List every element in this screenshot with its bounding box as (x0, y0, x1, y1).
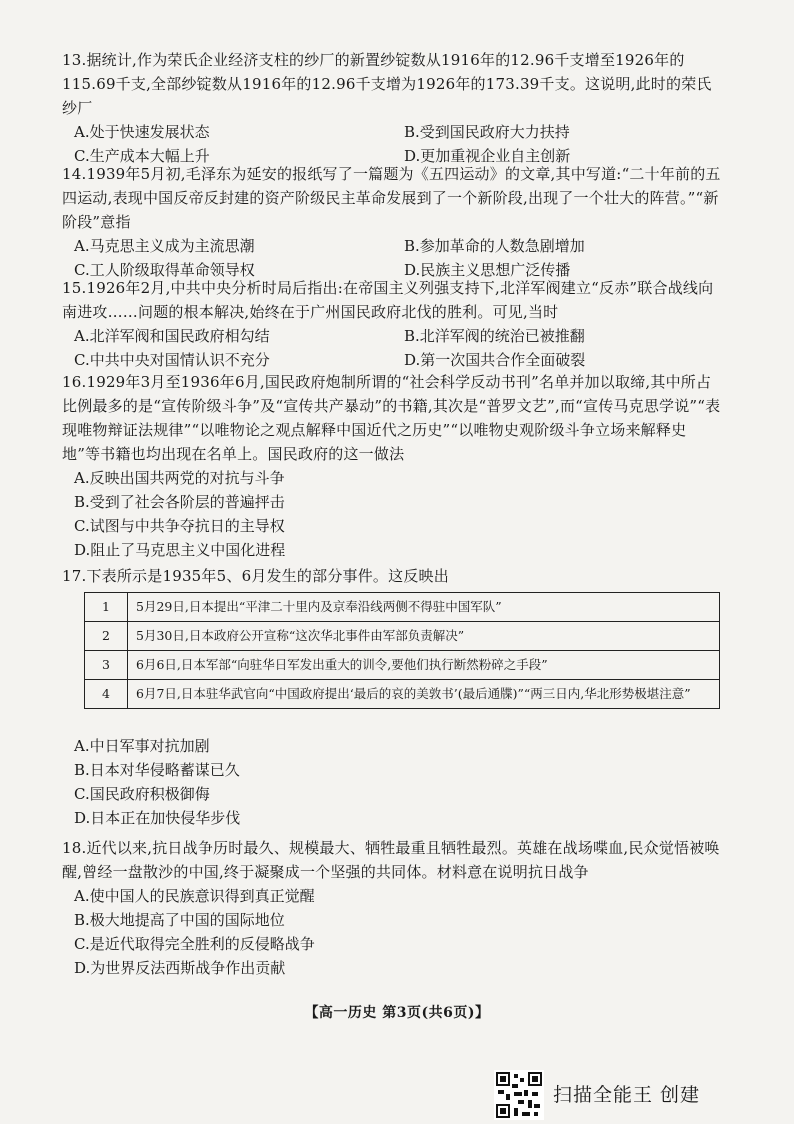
option-c: C.工人阶级取得革命领导权 (74, 261, 255, 279)
option-a: A.使中国人的民族意识得到真正觉醒 (74, 887, 315, 905)
question-stem: 15.1926年2月,中共中央分析时局后指出:在帝国主义列强支持下,北洋军阀建立“反赤”联合战线向南进攻……问题的根本解决,始终在于广州国民政府北伐的胜利。可见,当时 (62, 279, 714, 321)
options (74, 120, 722, 168)
page-footer: 【高一历史 第3页(共6页)】 (304, 1005, 490, 1021)
option-b: B.日本对华侵略蓄谋已久 (74, 761, 240, 779)
option-b: B.极大地提高了中国的国际地位 (74, 911, 285, 929)
options (74, 324, 722, 372)
row-index: 3 (85, 651, 128, 680)
row-text: 6月7日,日本驻华武官向“中国政府提出‘最后的哀的美敦书’(最后通牒)”“两三日内,华北形势极堪注意” (128, 680, 720, 709)
option-c: C.是近代取得完全胜利的反侵略战争 (74, 935, 315, 953)
question-15 (62, 276, 722, 372)
option-c: C.生产成本大幅上升 (74, 147, 210, 165)
option-d: D.阻止了马克思主义中国化进程 (74, 541, 286, 559)
question-16 (62, 370, 722, 562)
table-row (85, 593, 720, 622)
options (74, 466, 722, 562)
options (74, 734, 722, 830)
row-text: 5月30日,日本政府公开宣称“这次华北事件由军部负责解决” (128, 622, 720, 651)
option-a: A.北洋军阀和国民政府相勾结 (74, 327, 270, 345)
options (74, 884, 722, 980)
events-table (84, 592, 720, 709)
question-17-options (62, 734, 722, 830)
row-index: 1 (85, 593, 128, 622)
option-d: D.日本正在加快侵华步伐 (74, 809, 241, 827)
row-index: 2 (85, 622, 128, 651)
option-a: A.马克思主义成为主流思潮 (74, 237, 255, 255)
option-c: C.试图与中共争夺抗日的主导权 (74, 517, 285, 535)
table-row (85, 651, 720, 680)
row-text: 5月29日,日本提出“平津二十里内及京奉沿线两侧不得驻中国军队” (128, 593, 720, 622)
question-13 (62, 48, 722, 168)
question-17 (62, 564, 722, 588)
question-14 (62, 162, 722, 282)
option-c: C.中共中央对国情认识不充分 (74, 351, 270, 369)
question-stem: 13.据统计,作为荣氏企业经济支柱的纱厂的新置纱锭数从1916年的12.96千支增至1926年的115.69千支,全部纱锭数从1916年的12.96千支增为1926年的173.39千支。这说明,此时的荣氏纱厂 (62, 51, 712, 117)
question-stem: 18.近代以来,抗日战争历时最久、规模最大、牺牲最重且牺牲最烈。英雄在战场喋血,民众觉悟被唤醒,曾经一盘散沙的中国,终于凝聚成一个坚强的共同体。材料意在说明抗日战争 (62, 839, 720, 881)
table-row (85, 622, 720, 651)
option-b: B.受到国民政府大力扶持 (404, 123, 570, 141)
row-text: 6月6日,日本军部“向驻华日军发出重大的训令,要他们执行断然粉碎之手段” (128, 651, 720, 680)
option-b: B.北洋军阀的统治已被推翻 (404, 327, 585, 345)
option-d: D.更加重视企业自主创新 (404, 147, 571, 165)
option-a: A.反映出国共两党的对抗与斗争 (74, 469, 285, 487)
option-d: D.为世界反法西斯战争作出贡献 (74, 959, 286, 977)
qr-code-icon (494, 1070, 544, 1120)
option-d: D.第一次国共合作全面破裂 (404, 351, 586, 369)
option-a: A.处于快速发展状态 (74, 123, 210, 141)
table-row (85, 680, 720, 709)
scanner-watermark: 扫描全能王 创建 (553, 1084, 701, 1106)
row-index: 4 (85, 680, 128, 709)
options (74, 234, 722, 282)
question-stem: 16.1929年3月至1936年6月,国民政府炮制所谓的“社会科学反动书刊”名单并加以取缔,其中所占比例最多的是“宣传阶级斗争”及“宣传共产暴动”的书籍,其次是“普罗文艺”,而“宣传马克思学说”“表现唯物辩证法规律”“以唯物论之观点解释中国近代之历史”“以唯物史观阶级斗争立场来解释史地”等书籍也均出现在名单上。国民政府的这一做法 (62, 373, 721, 463)
option-c: C.国民政府积极御侮 (74, 785, 210, 803)
question-stem: 14.1939年5月初,毛泽东为延安的报纸写了一篇题为《五四运动》的文章,其中写道:“二十年前的五四运动,表现中国反帝反封建的资产阶级民主革命发展到了一个新阶段,出现了一个壮大的阵营。”“新阶段”意指 (62, 165, 721, 231)
question-18 (62, 836, 722, 980)
question-stem: 17.下表所示是1935年5、6月发生的部分事件。这反映出 (62, 567, 449, 585)
option-b: B.受到了社会各阶层的普遍抨击 (74, 493, 285, 511)
option-b: B.参加革命的人数急剧增加 (404, 237, 585, 255)
option-a: A.中日军事对抗加剧 (74, 737, 210, 755)
option-d: D.民族主义思想广泛传播 (404, 261, 571, 279)
